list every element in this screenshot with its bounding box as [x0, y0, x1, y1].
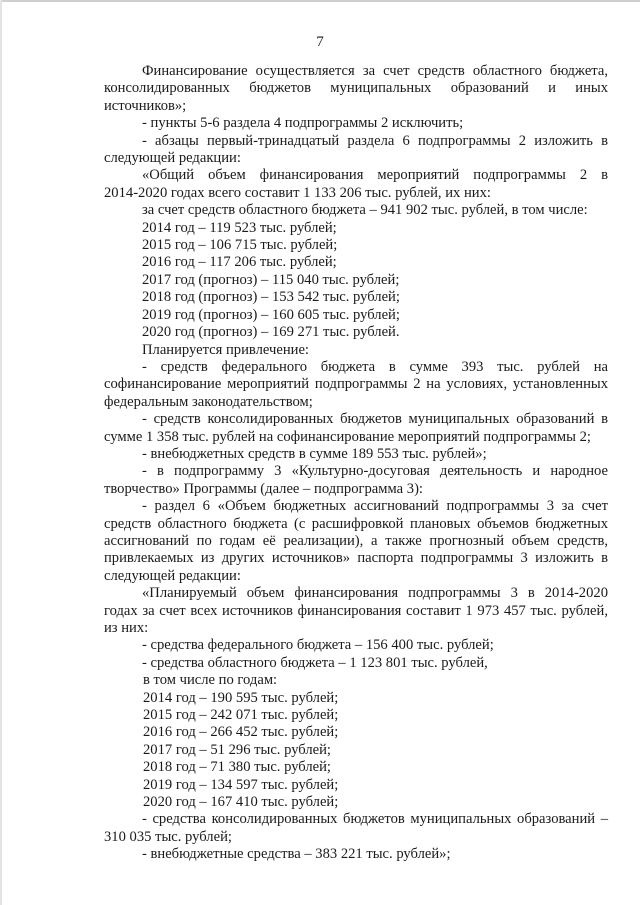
text-line-13: 2017 год (прогноз) – 115 040 тыс. рублей; — [142, 271, 400, 288]
text-line-30: следующей редакции: — [104, 567, 241, 584]
text-line-34: - средства федерального бюджета – 156 400 тыс. рублей; — [142, 637, 494, 654]
text-line-42: 2019 год – 134 597 тыс. рублей; — [143, 776, 339, 793]
text-line-32: годах за счет всех источников финансирования составит 1 973 457 тыс. рублей, — [104, 602, 608, 619]
text-line-4: - пункты 5-6 раздела 4 подпрограммы 2 исключить; — [142, 115, 464, 132]
text-line-35: - средства областного бюджета – 1 123 801 тыс. рублей, — [142, 654, 488, 671]
text-line-18: - средств федерального бюджета в сумме 393 тыс. рублей на — [142, 358, 608, 375]
text-line-6: следующей редакции: — [104, 150, 241, 167]
text-line-41: 2018 год – 71 380 тыс. рублей; — [143, 759, 331, 776]
text-line-26: - раздел 6 «Объем бюджетных ассигнований подпрограммы 3 за счет — [142, 498, 608, 515]
text-line-44: - средства консолидированных бюджетов муниципальных образований – — [142, 811, 608, 828]
text-line-15: 2019 год (прогноз) – 160 605 тыс. рублей; — [142, 306, 400, 323]
text-line-43: 2020 год – 167 410 тыс. рублей; — [143, 794, 339, 811]
text-line-10: 2014 год – 119 523 тыс. рублей; — [142, 219, 337, 236]
text-line-24: - в подпрограмму 3 «Культурно-досуговая деятельность и народное — [142, 463, 608, 480]
text-line-37: 2014 год – 190 595 тыс. рублей; — [143, 689, 339, 706]
text-line-12: 2016 год – 117 206 тыс. рублей; — [142, 254, 337, 271]
text-line-46: - внебюджетные средства – 383 221 тыс. рублей»; — [142, 846, 451, 863]
text-line-23: - внебюджетных средств в сумме 189 553 тыс. рублей»; — [142, 445, 487, 462]
text-line-38: 2015 год – 242 071 тыс. рублей; — [143, 707, 339, 724]
text-line-2: консолидированных бюджетов муниципальных образований и иных — [104, 80, 608, 97]
text-line-1: Финансирование осуществляется за счет средств областного бюджета, — [142, 63, 608, 79]
text-line-40: 2017 год – 51 296 тыс. рублей; — [143, 741, 331, 758]
text-line-8: 2014-2020 годах всего составит 1 133 206 тыс. рублей, их них: — [104, 184, 491, 201]
scan-top-edge — [0, 0, 640, 2]
text-line-9: за счет средств областного бюджета – 941 902 тыс. рублей, в том числе: — [142, 202, 588, 219]
scan-left-edge — [0, 0, 2, 905]
text-line-19: софинансирование мероприятий подпрограммы 2 на условиях, установленных — [104, 376, 608, 393]
text-line-5: - абзацы первый-тринадцатый раздела 6 подпрограммы 2 изложить в — [142, 132, 608, 149]
text-line-20: федеральным законодательством; — [104, 393, 313, 410]
page-number: 7 — [316, 34, 324, 50]
text-line-36: в том числе по годам: — [143, 672, 278, 689]
text-line-33: из них: — [104, 620, 149, 636]
text-line-29: привлекаемых из других источников» паспорта подпрограммы 3 изложить в — [104, 550, 608, 567]
text-line-16: 2020 год (прогноз) – 169 271 тыс. рублей. — [142, 324, 400, 341]
document-body — [104, 63, 608, 864]
text-line-17: Планируется привлечение: — [142, 341, 309, 358]
text-line-14: 2018 год (прогноз) – 153 542 тыс. рублей; — [142, 289, 400, 306]
text-line-45: 310 035 тыс. рублей; — [104, 828, 232, 845]
text-line-39: 2016 год – 266 452 тыс. рублей; — [143, 724, 339, 741]
text-line-3: источников»; — [104, 97, 187, 114]
text-line-25: творчество» Программы (далее – подпрограмма 3): — [104, 480, 423, 497]
text-line-28: ассигнований по годам её реализации), а также прогнозный объем средств, — [104, 532, 608, 549]
text-line-21: - средств консолидированных бюджетов муниципальных образований в — [142, 411, 608, 428]
text-line-31: «Планируемый объем финансирования подпрограммы 3 в 2014-2020 — [142, 585, 608, 602]
text-line-22: сумме 1 358 тыс. рублей на софинансирование мероприятий подпрограммы 2; — [104, 428, 591, 445]
text-line-27: средств областного бюджета (с расшифровкой плановых объемов бюджетных — [104, 515, 608, 532]
text-line-11: 2015 год – 106 715 тыс. рублей; — [142, 237, 338, 254]
text-line-7: «Общий объем финансирования мероприятий подпрограммы 2 в — [142, 167, 608, 184]
